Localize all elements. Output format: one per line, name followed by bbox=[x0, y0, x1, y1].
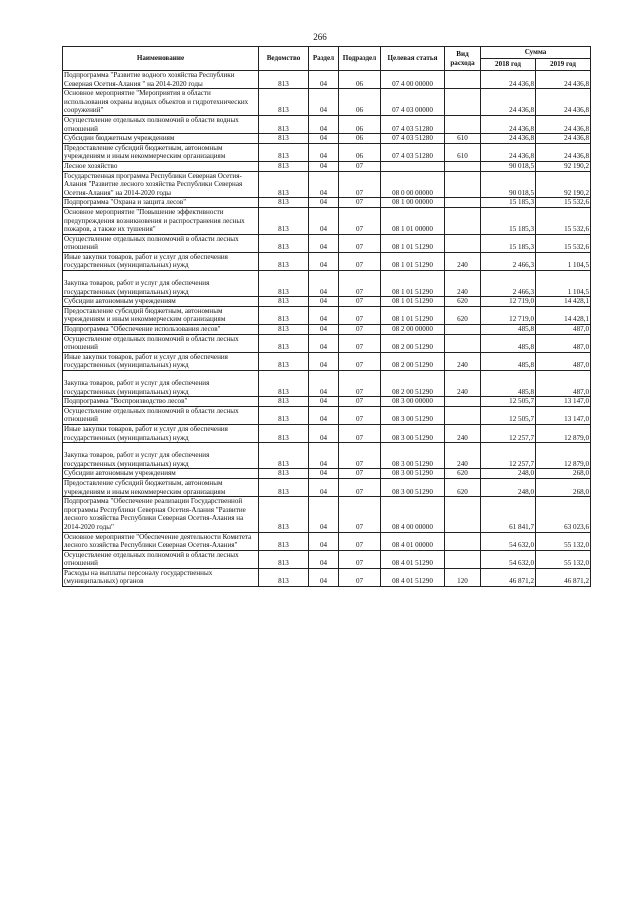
row-podrazdel-cell: 06 bbox=[339, 115, 381, 133]
table-row bbox=[63, 134, 591, 144]
row-vedomstvo-cell: 813 bbox=[259, 334, 309, 352]
row-name-cell: Подпрограмма "Развитие водного хозяйства Республики Северная Осетия-Алания " на 2014-2020 годы bbox=[63, 71, 259, 89]
row-expense-type-cell bbox=[445, 171, 481, 198]
row-podrazdel-cell: 07 bbox=[339, 371, 381, 397]
table-row bbox=[63, 198, 591, 208]
page-number: 266 bbox=[313, 32, 327, 42]
row-vedomstvo-cell: 813 bbox=[259, 171, 309, 198]
row-vedomstvo-cell: 813 bbox=[259, 352, 309, 370]
row-sum-2019-cell: 55 132,0 bbox=[536, 550, 591, 568]
row-expense-type-cell: 120 bbox=[445, 568, 481, 586]
row-sum-2018-cell: 2 466,3 bbox=[481, 252, 536, 270]
row-podrazdel-cell: 07 bbox=[339, 424, 381, 442]
row-sum-2018-cell: 485,8 bbox=[481, 334, 536, 352]
table-row bbox=[63, 306, 591, 324]
row-podrazdel-cell: 07 bbox=[339, 568, 381, 586]
table-row bbox=[63, 143, 591, 161]
row-podrazdel-cell: 07 bbox=[339, 297, 381, 307]
row-sum-2018-cell: 24 436,8 bbox=[481, 71, 536, 89]
row-target-article-cell: 08 1 01 51290 bbox=[381, 306, 445, 324]
table-row bbox=[63, 371, 591, 397]
row-podrazdel-cell: 06 bbox=[339, 134, 381, 144]
row-target-article-cell: 08 3 00 51290 bbox=[381, 406, 445, 424]
row-target-article-cell: 07 4 03 51280 bbox=[381, 143, 445, 161]
row-sum-2018-cell: 12 257,7 bbox=[481, 443, 536, 469]
table-row bbox=[63, 443, 591, 469]
row-sum-2019-cell: 24 436,8 bbox=[536, 89, 591, 116]
header-expense-type: Вид расхода bbox=[445, 47, 481, 71]
row-sum-2018-cell: 485,8 bbox=[481, 325, 536, 335]
row-name-cell: Подпрограмма "Обеспечение использования лесов" bbox=[63, 325, 259, 335]
row-vedomstvo-cell: 813 bbox=[259, 469, 309, 479]
row-sum-2018-cell: 12 505,7 bbox=[481, 406, 536, 424]
row-target-article-cell: 08 2 00 51290 bbox=[381, 334, 445, 352]
table-body bbox=[63, 71, 591, 587]
row-name-cell: Осуществление отдельных полномочий в области лесных отношений bbox=[63, 406, 259, 424]
row-vedomstvo-cell: 813 bbox=[259, 371, 309, 397]
table-row bbox=[63, 234, 591, 252]
row-sum-2018-cell: 15 185,3 bbox=[481, 198, 536, 208]
row-razdel-cell: 04 bbox=[309, 71, 339, 89]
row-razdel-cell: 04 bbox=[309, 532, 339, 550]
row-name-cell: Предоставление субсидий бюджетным, автономным учреждениям и иным некоммерческим организациям bbox=[63, 478, 259, 496]
row-name-cell: Лесное хозяйство bbox=[63, 161, 259, 171]
row-razdel-cell: 04 bbox=[309, 297, 339, 307]
row-target-article-cell: 07 4 03 00000 bbox=[381, 89, 445, 116]
row-razdel-cell: 04 bbox=[309, 406, 339, 424]
row-name-cell: Субсидии автономным учреждениям bbox=[63, 297, 259, 307]
row-vedomstvo-cell: 813 bbox=[259, 252, 309, 270]
row-expense-type-cell bbox=[445, 161, 481, 171]
row-vedomstvo-cell: 813 bbox=[259, 532, 309, 550]
table-row bbox=[63, 325, 591, 335]
table-row bbox=[63, 115, 591, 133]
row-razdel-cell: 04 bbox=[309, 352, 339, 370]
row-target-article-cell: 08 4 01 51290 bbox=[381, 550, 445, 568]
row-podrazdel-cell: 07 bbox=[339, 478, 381, 496]
row-sum-2018-cell: 54 632,0 bbox=[481, 550, 536, 568]
row-vedomstvo-cell: 813 bbox=[259, 497, 309, 532]
table-row bbox=[63, 478, 591, 496]
row-expense-type-cell: 620 bbox=[445, 297, 481, 307]
row-sum-2019-cell: 487,0 bbox=[536, 334, 591, 352]
row-name-cell: Закупка товаров, работ и услуг для обеспечения государственных (муниципальных) нужд bbox=[63, 443, 259, 469]
table-row bbox=[63, 252, 591, 270]
row-sum-2018-cell: 24 436,8 bbox=[481, 89, 536, 116]
row-expense-type-cell bbox=[445, 406, 481, 424]
row-target-article-cell bbox=[381, 161, 445, 171]
row-vedomstvo-cell: 813 bbox=[259, 424, 309, 442]
row-target-article-cell: 08 4 01 51290 bbox=[381, 568, 445, 586]
row-sum-2018-cell: 248,0 bbox=[481, 469, 536, 479]
row-expense-type-cell: 240 bbox=[445, 371, 481, 397]
row-razdel-cell: 04 bbox=[309, 334, 339, 352]
row-razdel-cell: 04 bbox=[309, 207, 339, 234]
row-name-cell: Осуществление отдельных полномочий в области лесных отношений bbox=[63, 234, 259, 252]
row-sum-2019-cell: 268,0 bbox=[536, 478, 591, 496]
row-name-cell: Предоставление субсидий бюджетным, автономным учреждениям и иным некоммерческим организациям bbox=[63, 143, 259, 161]
table-row bbox=[63, 171, 591, 198]
row-sum-2019-cell: 92 190,2 bbox=[536, 161, 591, 171]
row-vedomstvo-cell: 813 bbox=[259, 115, 309, 133]
row-sum-2019-cell: 13 147,0 bbox=[536, 397, 591, 407]
row-target-article-cell: 08 1 00 00000 bbox=[381, 198, 445, 208]
row-expense-type-cell bbox=[445, 550, 481, 568]
table-row bbox=[63, 532, 591, 550]
row-expense-type-cell bbox=[445, 234, 481, 252]
row-podrazdel-cell: 07 bbox=[339, 306, 381, 324]
row-expense-type-cell bbox=[445, 397, 481, 407]
row-target-article-cell: 08 2 00 51290 bbox=[381, 352, 445, 370]
row-razdel-cell: 04 bbox=[309, 252, 339, 270]
row-sum-2019-cell: 24 436,8 bbox=[536, 143, 591, 161]
row-expense-type-cell bbox=[445, 334, 481, 352]
row-expense-type-cell bbox=[445, 325, 481, 335]
table-row bbox=[63, 397, 591, 407]
row-sum-2019-cell: 12 879,0 bbox=[536, 443, 591, 469]
row-podrazdel-cell: 07 bbox=[339, 397, 381, 407]
row-name-cell: Подпрограмма "Охрана и защита лесов" bbox=[63, 198, 259, 208]
row-vedomstvo-cell: 813 bbox=[259, 397, 309, 407]
row-sum-2019-cell: 46 871,2 bbox=[536, 568, 591, 586]
row-sum-2018-cell: 15 185,3 bbox=[481, 207, 536, 234]
row-sum-2018-cell: 24 436,8 bbox=[481, 143, 536, 161]
table-row bbox=[63, 207, 591, 234]
row-expense-type-cell bbox=[445, 497, 481, 532]
row-name-cell: Основное мероприятие "Повышение эффективности предупреждения возникновения и распространения лесных пожаров, а также их тушения" bbox=[63, 207, 259, 234]
row-podrazdel-cell: 07 bbox=[339, 271, 381, 297]
row-expense-type-cell: 610 bbox=[445, 134, 481, 144]
row-target-article-cell: 07 4 00 00000 bbox=[381, 71, 445, 89]
row-razdel-cell: 04 bbox=[309, 115, 339, 133]
row-target-article-cell: 08 2 00 00000 bbox=[381, 325, 445, 335]
table-row bbox=[63, 497, 591, 532]
row-sum-2019-cell: 55 132,0 bbox=[536, 532, 591, 550]
row-target-article-cell: 07 4 03 51280 bbox=[381, 115, 445, 133]
row-name-cell: Подпрограмма "Воспроизводство лесов" bbox=[63, 397, 259, 407]
row-vedomstvo-cell: 813 bbox=[259, 478, 309, 496]
row-sum-2019-cell: 24 436,8 bbox=[536, 71, 591, 89]
row-razdel-cell: 04 bbox=[309, 550, 339, 568]
row-target-article-cell: 08 3 00 51290 bbox=[381, 424, 445, 442]
row-podrazdel-cell: 07 bbox=[339, 207, 381, 234]
row-name-cell: Основное мероприятие "Мероприятия в области использования охраны водных объектов и гидротехнических сооружений" bbox=[63, 89, 259, 116]
row-sum-2018-cell: 12 505,7 bbox=[481, 397, 536, 407]
row-sum-2019-cell: 1 104,5 bbox=[536, 252, 591, 270]
row-sum-2019-cell: 268,0 bbox=[536, 469, 591, 479]
row-target-article-cell: 08 1 01 00000 bbox=[381, 207, 445, 234]
row-expense-type-cell: 620 bbox=[445, 306, 481, 324]
row-expense-type-cell bbox=[445, 71, 481, 89]
row-sum-2019-cell: 15 532,6 bbox=[536, 234, 591, 252]
row-vedomstvo-cell: 813 bbox=[259, 568, 309, 586]
row-razdel-cell: 04 bbox=[309, 325, 339, 335]
row-target-article-cell: 08 1 01 51290 bbox=[381, 271, 445, 297]
row-expense-type-cell: 240 bbox=[445, 424, 481, 442]
row-name-cell: Предоставление субсидий бюджетным, автономным учреждениям и иным некоммерческим организациям bbox=[63, 306, 259, 324]
row-razdel-cell: 04 bbox=[309, 198, 339, 208]
row-podrazdel-cell: 07 bbox=[339, 443, 381, 469]
row-sum-2018-cell: 61 841,7 bbox=[481, 497, 536, 532]
row-sum-2018-cell: 12 719,0 bbox=[481, 297, 536, 307]
table-row bbox=[63, 271, 591, 297]
row-target-article-cell: 08 4 01 00000 bbox=[381, 532, 445, 550]
row-vedomstvo-cell: 813 bbox=[259, 161, 309, 171]
row-expense-type-cell: 620 bbox=[445, 478, 481, 496]
row-podrazdel-cell: 07 bbox=[339, 469, 381, 479]
row-razdel-cell: 04 bbox=[309, 443, 339, 469]
row-sum-2019-cell: 15 532,6 bbox=[536, 207, 591, 234]
row-vedomstvo-cell: 813 bbox=[259, 71, 309, 89]
row-name-cell: Иные закупки товаров, работ и услуг для обеспечения государственных (муниципальных) нужд bbox=[63, 352, 259, 370]
row-target-article-cell: 08 1 01 51290 bbox=[381, 297, 445, 307]
row-sum-2018-cell: 2 466,3 bbox=[481, 271, 536, 297]
table-row bbox=[63, 406, 591, 424]
row-sum-2018-cell: 248,0 bbox=[481, 478, 536, 496]
row-sum-2019-cell: 13 147,0 bbox=[536, 406, 591, 424]
row-podrazdel-cell: 07 bbox=[339, 171, 381, 198]
row-sum-2019-cell: 24 436,8 bbox=[536, 115, 591, 133]
table-row bbox=[63, 161, 591, 171]
row-sum-2019-cell: 487,0 bbox=[536, 325, 591, 335]
budget-table bbox=[62, 46, 591, 587]
row-podrazdel-cell: 07 bbox=[339, 161, 381, 171]
row-vedomstvo-cell: 813 bbox=[259, 207, 309, 234]
row-sum-2019-cell: 487,0 bbox=[536, 352, 591, 370]
row-sum-2019-cell: 24 436,8 bbox=[536, 134, 591, 144]
row-podrazdel-cell: 06 bbox=[339, 89, 381, 116]
row-sum-2018-cell: 485,8 bbox=[481, 352, 536, 370]
row-target-article-cell: 08 2 00 51290 bbox=[381, 371, 445, 397]
row-name-cell: Субсидии автономным учреждениям bbox=[63, 469, 259, 479]
row-vedomstvo-cell: 813 bbox=[259, 134, 309, 144]
row-sum-2018-cell: 54 632,0 bbox=[481, 532, 536, 550]
row-sum-2019-cell: 12 879,0 bbox=[536, 424, 591, 442]
row-expense-type-cell bbox=[445, 198, 481, 208]
row-name-cell: Осуществление отдельных полномочий в области лесных отношений bbox=[63, 334, 259, 352]
header-vedomstvo: Ведомство bbox=[259, 47, 309, 71]
row-razdel-cell: 04 bbox=[309, 234, 339, 252]
row-target-article-cell: 08 3 00 51290 bbox=[381, 469, 445, 479]
row-sum-2018-cell: 12 719,0 bbox=[481, 306, 536, 324]
row-sum-2019-cell: 14 428,1 bbox=[536, 306, 591, 324]
row-expense-type-cell: 240 bbox=[445, 252, 481, 270]
row-podrazdel-cell: 07 bbox=[339, 334, 381, 352]
row-name-cell: Подпрограмма "Обеспечение реализации Государственной программы Республики Северная Осетия-Алания "Развитие лесного хозяйства Республики Северная Осетия-Алания на 2014-2020 годы" bbox=[63, 497, 259, 532]
row-expense-type-cell bbox=[445, 115, 481, 133]
row-podrazdel-cell: 07 bbox=[339, 325, 381, 335]
row-target-article-cell: 08 1 01 51290 bbox=[381, 234, 445, 252]
row-sum-2018-cell: 46 871,2 bbox=[481, 568, 536, 586]
row-target-article-cell: 08 3 00 51290 bbox=[381, 443, 445, 469]
row-vedomstvo-cell: 813 bbox=[259, 325, 309, 335]
row-expense-type-cell: 240 bbox=[445, 443, 481, 469]
header-target-article: Целевая статья bbox=[381, 47, 445, 71]
row-podrazdel-cell: 07 bbox=[339, 550, 381, 568]
row-sum-2019-cell: 92 190,2 bbox=[536, 171, 591, 198]
row-expense-type-cell bbox=[445, 532, 481, 550]
row-sum-2019-cell: 14 428,1 bbox=[536, 297, 591, 307]
row-sum-2019-cell: 487,0 bbox=[536, 371, 591, 397]
table-row bbox=[63, 550, 591, 568]
row-razdel-cell: 04 bbox=[309, 171, 339, 198]
row-expense-type-cell: 620 bbox=[445, 469, 481, 479]
row-vedomstvo-cell: 813 bbox=[259, 306, 309, 324]
row-razdel-cell: 04 bbox=[309, 271, 339, 297]
row-sum-2018-cell: 12 257,7 bbox=[481, 424, 536, 442]
table-row bbox=[63, 334, 591, 352]
row-razdel-cell: 04 bbox=[309, 161, 339, 171]
table-row bbox=[63, 352, 591, 370]
row-expense-type-cell: 240 bbox=[445, 352, 481, 370]
header-year-2018: 2018 год bbox=[481, 59, 536, 71]
row-name-cell: Иные закупки товаров, работ и услуг для обеспечения государственных (муниципальных) нужд bbox=[63, 252, 259, 270]
row-vedomstvo-cell: 813 bbox=[259, 406, 309, 424]
table-row bbox=[63, 71, 591, 89]
row-sum-2019-cell: 63 023,6 bbox=[536, 497, 591, 532]
row-razdel-cell: 04 bbox=[309, 568, 339, 586]
row-target-article-cell: 08 3 00 00000 bbox=[381, 397, 445, 407]
row-name-cell: Закупка товаров, работ и услуг для обеспечения государственных (муниципальных) нужд bbox=[63, 271, 259, 297]
row-sum-2018-cell: 15 185,3 bbox=[481, 234, 536, 252]
row-razdel-cell: 04 bbox=[309, 89, 339, 116]
table-row bbox=[63, 568, 591, 586]
row-target-article-cell: 08 3 00 51290 bbox=[381, 478, 445, 496]
row-podrazdel-cell: 07 bbox=[339, 497, 381, 532]
table-header bbox=[63, 47, 591, 71]
row-vedomstvo-cell: 813 bbox=[259, 550, 309, 568]
row-podrazdel-cell: 06 bbox=[339, 143, 381, 161]
row-razdel-cell: 04 bbox=[309, 397, 339, 407]
row-name-cell: Иные закупки товаров, работ и услуг для обеспечения государственных (муниципальных) нужд bbox=[63, 424, 259, 442]
row-vedomstvo-cell: 813 bbox=[259, 443, 309, 469]
table-row bbox=[63, 89, 591, 116]
row-vedomstvo-cell: 813 bbox=[259, 234, 309, 252]
row-vedomstvo-cell: 813 bbox=[259, 297, 309, 307]
row-razdel-cell: 04 bbox=[309, 134, 339, 144]
row-razdel-cell: 04 bbox=[309, 424, 339, 442]
row-vedomstvo-cell: 813 bbox=[259, 198, 309, 208]
row-expense-type-cell: 240 bbox=[445, 271, 481, 297]
row-razdel-cell: 04 bbox=[309, 143, 339, 161]
row-name-cell: Расходы на выплаты персоналу государственных (муниципальных) органов bbox=[63, 568, 259, 586]
row-razdel-cell: 04 bbox=[309, 371, 339, 397]
row-podrazdel-cell: 07 bbox=[339, 406, 381, 424]
header-year-2019: 2019 год bbox=[536, 59, 591, 71]
header-razdel: Раздел bbox=[309, 47, 339, 71]
row-expense-type-cell: 610 bbox=[445, 143, 481, 161]
row-sum-2018-cell: 90 018,5 bbox=[481, 171, 536, 198]
table-row bbox=[63, 424, 591, 442]
row-sum-2019-cell: 15 532,6 bbox=[536, 198, 591, 208]
row-target-article-cell: 07 4 03 51280 bbox=[381, 134, 445, 144]
row-name-cell: Осуществление отдельных полномочий в области лесных отношений bbox=[63, 550, 259, 568]
table-row bbox=[63, 469, 591, 479]
row-podrazdel-cell: 07 bbox=[339, 234, 381, 252]
row-sum-2018-cell: 24 436,8 bbox=[481, 115, 536, 133]
row-target-article-cell: 08 0 00 00000 bbox=[381, 171, 445, 198]
row-sum-2018-cell: 90 018,5 bbox=[481, 161, 536, 171]
row-name-cell: Основное мероприятие "Обеспечение деятельности Комитета лесного хозяйства Республики Северная Осетия-Алания" bbox=[63, 532, 259, 550]
row-vedomstvo-cell: 813 bbox=[259, 271, 309, 297]
row-razdel-cell: 04 bbox=[309, 497, 339, 532]
row-target-article-cell: 08 4 00 00000 bbox=[381, 497, 445, 532]
row-podrazdel-cell: 07 bbox=[339, 352, 381, 370]
row-name-cell: Государственная программа Республики Северная Осетия-Алания "Развитие лесного хозяйства Республики Северная Осетия-Алания" на 2014-2020 годы bbox=[63, 171, 259, 198]
row-podrazdel-cell: 06 bbox=[339, 71, 381, 89]
row-expense-type-cell bbox=[445, 207, 481, 234]
row-razdel-cell: 04 bbox=[309, 469, 339, 479]
row-target-article-cell: 08 1 01 51290 bbox=[381, 252, 445, 270]
row-name-cell: Субсидии бюджетным учреждениям bbox=[63, 134, 259, 144]
header-name: Наименование bbox=[63, 47, 259, 71]
row-razdel-cell: 04 bbox=[309, 306, 339, 324]
header-podrazdel: Подраздел bbox=[339, 47, 381, 71]
row-expense-type-cell bbox=[445, 89, 481, 116]
row-name-cell: Закупка товаров, работ и услуг для обеспечения государственных (муниципальных) нужд bbox=[63, 371, 259, 397]
row-name-cell: Осуществление отдельных полномочий в области водных отношений bbox=[63, 115, 259, 133]
header-sum: Сумма bbox=[481, 47, 591, 59]
row-podrazdel-cell: 07 bbox=[339, 198, 381, 208]
row-razdel-cell: 04 bbox=[309, 478, 339, 496]
row-sum-2018-cell: 24 436,8 bbox=[481, 134, 536, 144]
row-vedomstvo-cell: 813 bbox=[259, 143, 309, 161]
row-sum-2019-cell: 1 104,5 bbox=[536, 271, 591, 297]
row-vedomstvo-cell: 813 bbox=[259, 89, 309, 116]
row-sum-2018-cell: 485,8 bbox=[481, 371, 536, 397]
table-row bbox=[63, 297, 591, 307]
row-podrazdel-cell: 07 bbox=[339, 252, 381, 270]
row-podrazdel-cell: 07 bbox=[339, 532, 381, 550]
